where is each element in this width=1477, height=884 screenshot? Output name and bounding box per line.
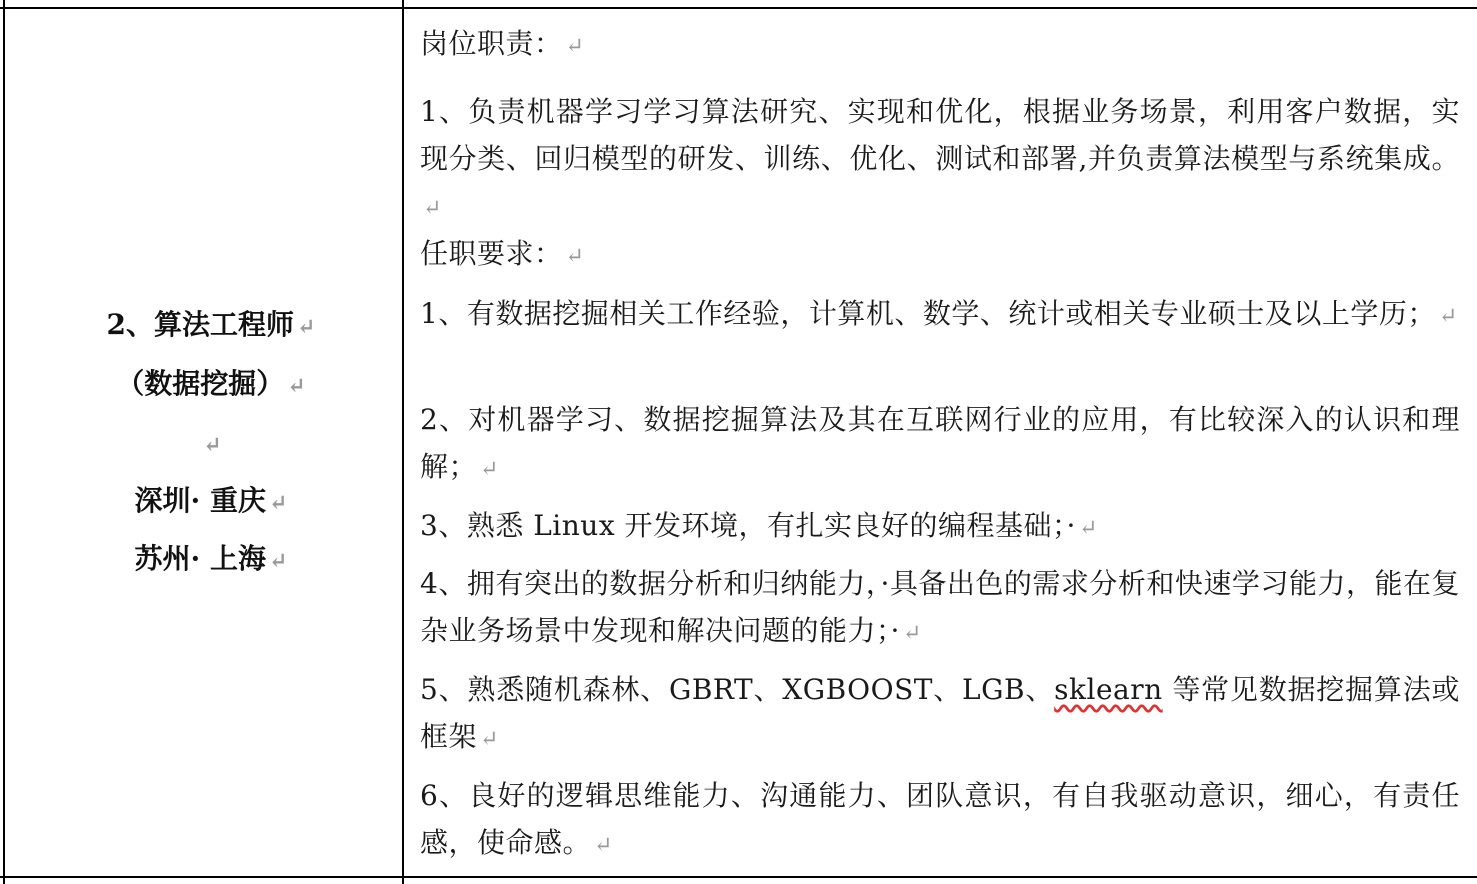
- paragraph-mark-icon: ↵: [269, 490, 288, 516]
- duties-heading: [420, 20, 1460, 70]
- paragraph-mark-icon: ↵: [423, 196, 442, 221]
- requirement-text-5b: 等常见数据挖掘算法或框架: [420, 673, 1460, 753]
- paragraph-mark-icon: ↵: [480, 457, 499, 482]
- requirement-text-4: 4、拥有突出的数据分析和归纳能力，·具备出色的需求分析和快速学习能力，能在复杂业务场景中发现和解决问题的能力；·: [420, 567, 1460, 647]
- requirement-item-3: [420, 502, 1460, 552]
- locations-text-1: 深圳· 重庆: [134, 484, 267, 517]
- empty-paragraph: [6, 425, 416, 463]
- paragraph-mark-icon: ↵: [287, 373, 306, 399]
- paragraph-mark-icon: ↵: [594, 833, 613, 858]
- requirement-item-4: [420, 560, 1460, 657]
- job-title-text: 2、算法工程师: [106, 308, 295, 341]
- paragraph-mark-icon: ↵: [269, 548, 288, 574]
- requirement-text-2: 2、对机器学习、数据挖掘算法及其在互联网行业的应用，有比较深入的认识和理解；: [420, 403, 1460, 483]
- locations-line-2: [6, 541, 416, 579]
- spelling-flagged-word[interactable]: sklearn: [1054, 673, 1163, 706]
- paragraph-mark-icon: ↵: [1078, 516, 1098, 541]
- table-top-border: [0, 7, 1477, 9]
- paragraph-mark-icon: ↵: [480, 727, 499, 752]
- requirement-item-2: [420, 396, 1460, 493]
- paragraph-mark-icon: ↵: [297, 314, 316, 340]
- paragraph-mark-icon: ↵: [1438, 304, 1458, 329]
- position-cell: [6, 10, 402, 878]
- requirement-text-6: 6、良好的逻辑思维能力、沟通能力、团队意识，有自我驱动意识，细心，有责任感，使命感。: [420, 779, 1460, 859]
- requirement-item-1: [420, 290, 1460, 340]
- duties-heading-text: 岗位职责：: [420, 27, 563, 60]
- job-subtitle-text: （数据挖掘）: [116, 367, 285, 400]
- locations-line-1: [6, 483, 416, 521]
- paragraph-mark-icon: ↵: [902, 621, 922, 646]
- requirement-text-5a: 5、熟悉随机森林、GBRT、XGBOOST、LGB、: [420, 673, 1055, 706]
- requirements-heading: [420, 230, 1460, 280]
- requirements-heading-text: 任职要求：: [420, 237, 563, 270]
- locations-text-2: 苏州· 上海: [134, 542, 267, 575]
- requirement-text-3: 3、熟悉 Linux 开发环境，有扎实良好的编程基础；·: [420, 509, 1076, 542]
- job-title: [6, 307, 416, 345]
- duty-item-text: 1、负责机器学习学习算法研究、实现和优化，根据业务场景，利用客户数据，实现分类、回归模型的研发、训练、优化、测试和部署,并负责算法模型与系统集成。: [420, 95, 1460, 175]
- requirement-item-6: [420, 772, 1460, 869]
- requirement-item-5: [420, 666, 1460, 763]
- paragraph-mark-icon: ↵: [565, 244, 585, 269]
- paragraph-mark-icon: ↵: [565, 34, 585, 59]
- job-subtitle: [6, 366, 416, 404]
- duty-item: [420, 88, 1460, 232]
- table-left-border: [3, 0, 5, 884]
- paragraph-mark-icon: ↵: [203, 432, 222, 458]
- requirement-text-1: 1、有数据挖掘相关工作经验，计算机、数学、统计或相关专业硕士及以上学历；: [420, 297, 1436, 330]
